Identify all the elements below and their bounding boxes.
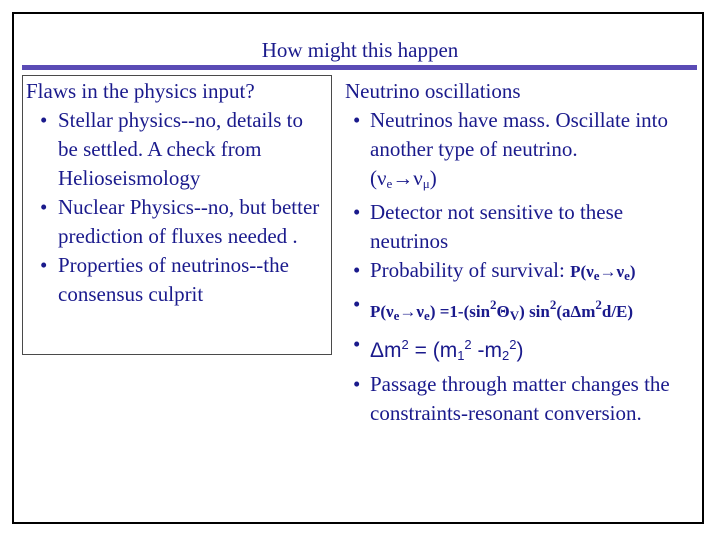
probability-formula: $P(\nu_e\to\nu_e) =1-(\sin^2\Theta_V)$ $\sin^2(a\Delta m^2d/E)$ bbox=[370, 297, 634, 323]
mass-difference-formula: $\Delta m^2 = (m_1^2$ $-m_2^2$) bbox=[370, 337, 524, 363]
survival-formula: $P(\nu_e\to\nu_e)$ bbox=[570, 262, 636, 283]
bullet-icon: • bbox=[353, 332, 361, 356]
slide-title: How might this happen bbox=[261, 38, 459, 62]
title-underline bbox=[22, 65, 697, 70]
list-item bbox=[345, 290, 700, 330]
list-item: • Properties of neutrinos--the consensus culprit bbox=[40, 253, 289, 306]
bullet-icon: • bbox=[353, 372, 361, 396]
list-item: • Detector not sensitive to these neutrinos bbox=[353, 200, 624, 253]
bullet-icon: • bbox=[353, 108, 361, 132]
list-item: • Passage through matter changes the constraints-resonant conversion. bbox=[353, 372, 670, 425]
left-column bbox=[26, 77, 328, 309]
left-heading: Flaws in the physics input? bbox=[26, 79, 255, 103]
right-heading: Neutrino oscillations bbox=[345, 79, 521, 103]
bullet-icon: • bbox=[353, 200, 361, 224]
list-item: • Neutrinos have mass. Oscillate into another type of neutrino. $(\nu_e\to\nu_\mu)$ bbox=[353, 108, 669, 191]
list-item bbox=[345, 330, 700, 370]
bullet-icon: • bbox=[353, 292, 361, 316]
bullet-icon: • bbox=[40, 195, 48, 219]
list-item: • Stellar physics--no, details to be settled. A check from Helioseismology bbox=[40, 108, 303, 190]
right-column bbox=[345, 77, 700, 428]
list-item: • Nuclear Physics--no, but better prediction of fluxes needed . bbox=[40, 195, 320, 248]
bullet-icon: • bbox=[40, 108, 48, 132]
bullet-icon: • bbox=[353, 258, 361, 282]
list-item: • Probability of survival: $P(\nu_e\to\nu_e)$ bbox=[353, 258, 636, 283]
bullet-icon: • bbox=[40, 253, 48, 277]
oscillation-formula: $(\nu_e\to\nu_\mu)$ bbox=[370, 166, 437, 191]
